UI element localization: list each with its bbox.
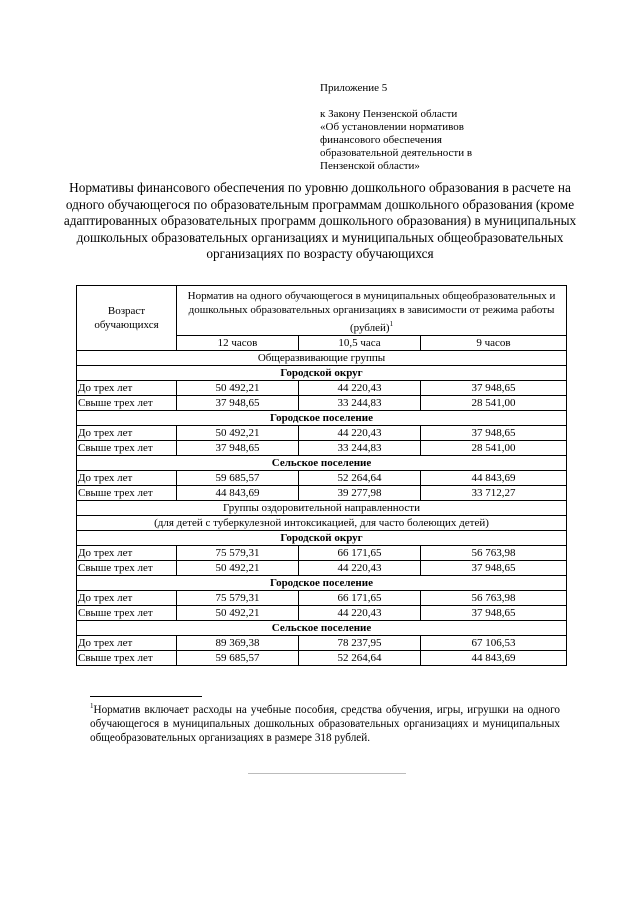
value-cell: 56 763,98 [421,591,567,606]
value-cell: 89 369,38 [177,636,299,651]
section-subtitle: (для детей с туберкулезной интоксикацией, для часто болеющих детей) [77,516,567,531]
age-cell: До трех лет [77,546,177,561]
section-title: Общеразвивающие группы [77,351,567,366]
value-cell: 75 579,31 [177,546,299,561]
value-cell: 37 948,65 [421,561,567,576]
value-cell: 67 106,53 [421,636,567,651]
value-cell: 50 492,21 [177,561,299,576]
value-cell: 28 541,00 [421,441,567,456]
age-cell: До трех лет [77,381,177,396]
table-row [77,396,567,411]
header-norm [177,286,567,336]
group-title: Городское поселение [77,411,567,426]
table-row [77,546,567,561]
age-cell: До трех лет [77,471,177,486]
table-row [77,381,567,396]
group-title: Сельское поселение [77,621,567,636]
group-title: Городской округ [77,366,567,381]
value-cell: 44 220,43 [299,606,421,621]
value-cell: 33 712,27 [421,486,567,501]
group-title: Городской округ [77,531,567,546]
age-cell: До трех лет [77,636,177,651]
section-title: Группы оздоровительной направленности [77,501,567,516]
page-bottom-divider [248,773,406,774]
table-row [77,636,567,651]
appendix-line: образовательной деятельности в [320,147,473,159]
footnote-ref: 1 [389,320,394,328]
table-row [77,426,567,441]
value-cell: 52 264,64 [299,471,421,486]
group-row [77,456,567,471]
group-title: Городское поселение [77,576,567,591]
value-cell: 66 171,65 [299,546,421,561]
group-row [77,366,567,381]
age-cell: Свыше трех лет [77,486,177,501]
table-row [77,591,567,606]
value-cell: 37 948,65 [177,396,299,411]
value-cell: 56 763,98 [421,546,567,561]
section-subtitle-row [77,516,567,531]
norms-table [76,285,567,666]
age-cell: Свыше трех лет [77,441,177,456]
table-row [77,651,567,666]
value-cell: 50 492,21 [177,606,299,621]
group-title: Сельское поселение [77,456,567,471]
group-row [77,411,567,426]
appendix-line: Пензенской области» [320,160,420,172]
age-cell: Свыше трех лет [77,606,177,621]
value-cell: 44 843,69 [177,486,299,501]
section-row [77,351,567,366]
value-cell: 44 843,69 [421,471,567,486]
footnote-text: Норматив включает расходы на учебные пособия, средства обучения, игры, игрушки на одного обучающегося в муниципальных дошкольных образовательных организациях и муниципальных общеобразовательных организациях в размере 318 рублей. [90,704,560,744]
appendix-line: к Закону Пензенской области [320,108,458,120]
table-row [77,471,567,486]
group-row [77,576,567,591]
column-header: 12 часов [177,336,299,351]
value-cell: 52 264,64 [299,651,421,666]
appendix-line: «Об установлении нормативов [320,121,464,133]
age-cell: Свыше трех лет [77,651,177,666]
appendix-header [320,82,472,173]
column-header: 10,5 часа [299,336,421,351]
value-cell: 59 685,57 [177,471,299,486]
document-title: Нормативы финансового обеспечения по уровню дошкольного образования в расчете на одного обучающегося по образовательным программам дошкольного образования (кроме адаптированных образовательных программ дошкольного образования) в муниципальных дошкольных образовательных организациях и муниципальных общеобразовательных организациях по возрасту обучающихся [63,180,577,261]
group-row [77,531,567,546]
value-cell: 50 492,21 [177,381,299,396]
value-cell: 44 220,43 [299,561,421,576]
value-cell: 50 492,21 [177,426,299,441]
value-cell: 59 685,57 [177,651,299,666]
table-row [77,561,567,576]
value-cell: 44 843,69 [421,651,567,666]
column-header: 9 часов [421,336,567,351]
header-norm-text: Норматив на одного обучающегося в муниципальных общеобразовательных и дошкольных образовательных организациях в зависимости от режима работы (рублей) [187,290,556,334]
value-cell: 33 244,83 [299,441,421,456]
footnote [90,699,560,745]
footnote-divider [90,696,202,697]
age-cell: До трех лет [77,591,177,606]
value-cell: 37 948,65 [421,381,567,396]
value-cell: 66 171,65 [299,591,421,606]
table-row [77,441,567,456]
table-row [77,486,567,501]
value-cell: 44 220,43 [299,426,421,441]
age-cell: Свыше трех лет [77,396,177,411]
value-cell: 37 948,65 [421,606,567,621]
group-row [77,621,567,636]
value-cell: 33 244,83 [299,396,421,411]
table-row [77,606,567,621]
section-row [77,501,567,516]
appendix-title: Приложение 5 [320,82,388,94]
age-cell: Свыше трех лет [77,561,177,576]
value-cell: 78 237,95 [299,636,421,651]
value-cell: 37 948,65 [421,426,567,441]
footnote-mark: 1 [90,702,94,710]
value-cell: 44 220,43 [299,381,421,396]
value-cell: 39 277,98 [299,486,421,501]
table-header-row [77,286,567,336]
age-cell: До трех лет [77,426,177,441]
appendix-line: финансового обеспечения [320,134,442,146]
value-cell: 28 541,00 [421,396,567,411]
value-cell: 37 948,65 [177,441,299,456]
value-cell: 75 579,31 [177,591,299,606]
header-age: Возраст обучающихся [77,286,177,351]
